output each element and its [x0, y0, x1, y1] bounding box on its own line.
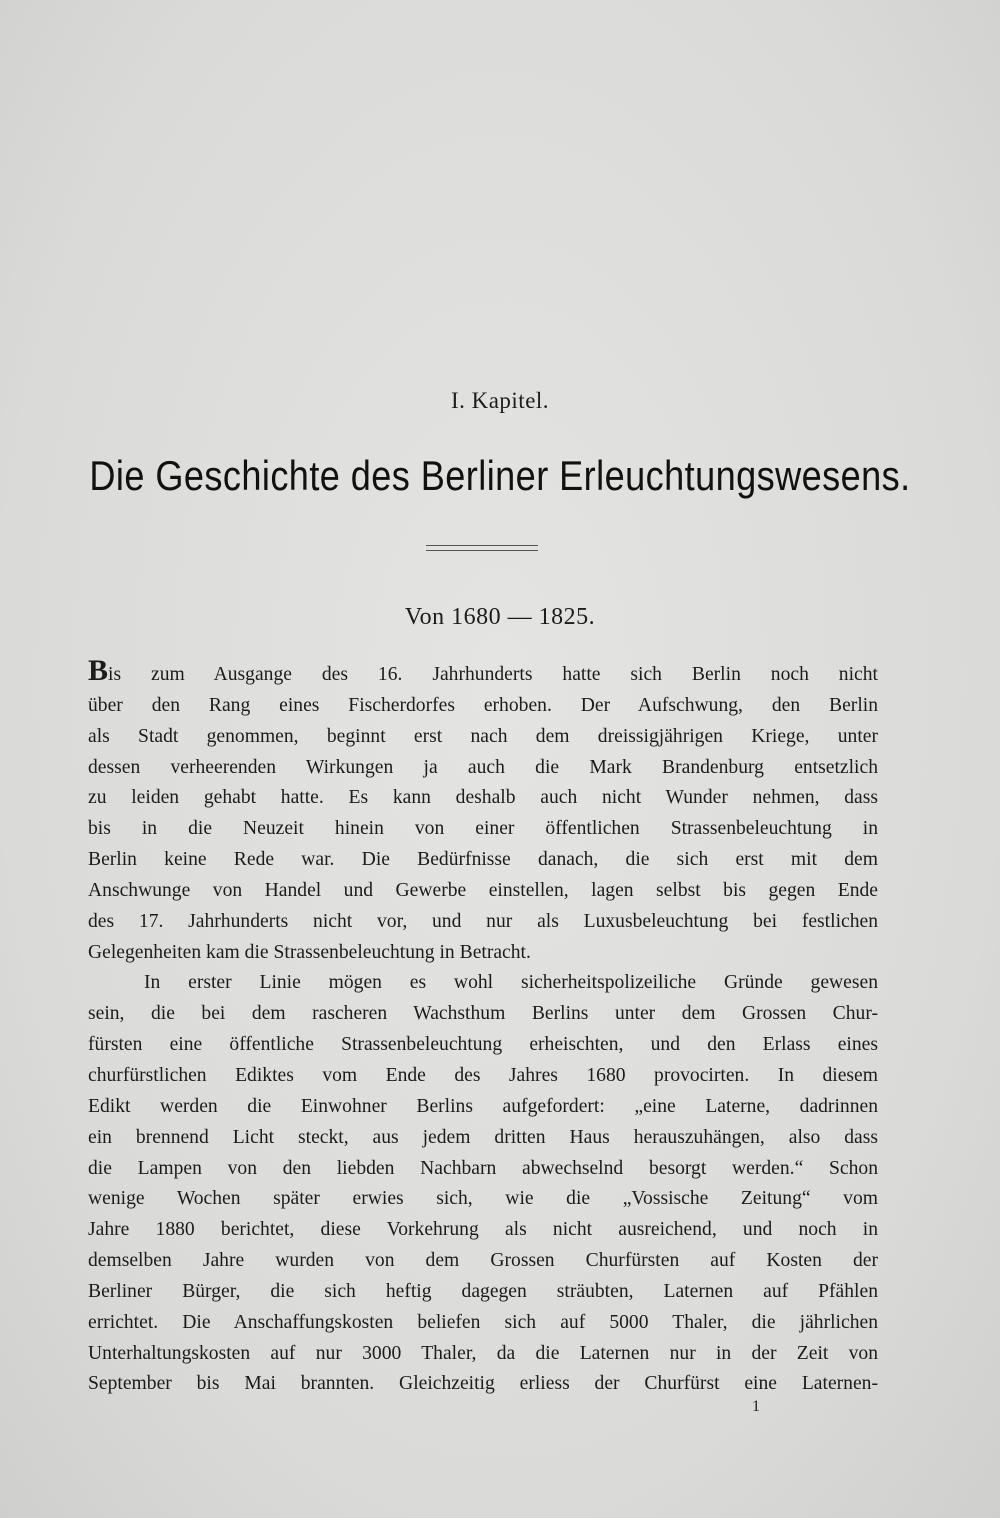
section-title: Von 1680 — 1825.: [404, 604, 596, 630]
text-line: Anschwunge von Handel und Gewerbe einstellen, lagen selbst bis gegen Ende: [88, 879, 878, 901]
text-line: ein brennend Licht steckt, aus jedem dritten Haus herauszuhängen, also dass: [88, 1126, 878, 1148]
text-line: Bis zum Ausgange des 16. Jahrhunderts hatte sich Berlin noch nicht: [88, 654, 878, 687]
text-line: dessen verheerenden Wirkungen ja auch die Mark Brandenburg entsetzlich: [88, 756, 878, 778]
text-line: die Lampen von den liebden Nachbarn abwechselnd besorgt werden.“ Schon: [88, 1157, 878, 1179]
text-line: über den Rang eines Fischerdorfes erhoben. Der Aufschwung, den Berlin: [88, 694, 878, 716]
page-number: 1: [752, 1398, 760, 1415]
chapter-title: Die Geschichte des Berliner Erleuchtungswesens.: [89, 452, 911, 499]
title-divider: [426, 545, 538, 551]
drop-cap: B: [88, 654, 109, 687]
text-line: In erster Linie mögen es wohl sicherheitspolizeiliche Gründe gewesen: [144, 972, 878, 994]
body-text: [88, 654, 878, 1400]
text-line: zu leiden gehabt hatte. Es kann deshalb auch nicht Wunder nehmen, dass: [88, 787, 878, 809]
text-line: fürsten eine öffentliche Strassenbeleuchtung erheischten, und den Erlass eines: [88, 1034, 878, 1056]
text-line: September bis Mai brannten. Gleichzeitig erliess der Churfürst eine Laternen-: [88, 1373, 878, 1395]
text-line: Jahre 1880 berichtet, diese Vorkehrung als nicht ausreichend, und noch in: [88, 1219, 878, 1241]
text-line: als Stadt genommen, beginnt erst nach dem dreissigjährigen Kriege, unter: [88, 725, 878, 747]
text-line: Edikt werden die Einwohner Berlins aufgefordert: „eine Laterne, dadrinnen: [88, 1095, 878, 1117]
text-line: bis in die Neuzeit hinein von einer öffentlichen Strassenbeleuchtung in: [88, 818, 878, 840]
text-line: Gelegenheiten kam die Strassenbeleuchtung in Betracht.: [88, 941, 531, 963]
text-line: Berliner Bürger, die sich heftig dagegen sträubten, Laternen auf Pfählen: [88, 1280, 878, 1302]
text-line: errichtet. Die Anschaffungskosten beliefen sich auf 5000 Thaler, die jährlichen: [88, 1311, 878, 1333]
text-line: Berlin keine Rede war. Die Bedürfnisse danach, die sich erst mit dem: [88, 849, 878, 871]
text-line: demselben Jahre wurden von dem Grossen Churfürsten auf Kosten der: [88, 1250, 878, 1272]
text-line: wenige Wochen später erwies sich, wie die „Vossische Zeitung“ vom: [88, 1188, 878, 1210]
text-line: sein, die bei dem rascheren Wachsthum Berlins unter dem Grossen Chur-: [88, 1003, 878, 1025]
text-line: Unterhaltungskosten auf nur 3000 Thaler, da die Laternen nur in der Zeit von: [88, 1342, 878, 1364]
text-line: des 17. Jahrhunderts nicht vor, und nur als Luxusbeleuchtung bei festlichen: [88, 910, 878, 932]
chapter-label: I. Kapitel.: [450, 388, 550, 413]
text-line: churfürstlichen Ediktes vom Ende des Jahres 1680 provocirten. In diesem: [88, 1064, 878, 1086]
